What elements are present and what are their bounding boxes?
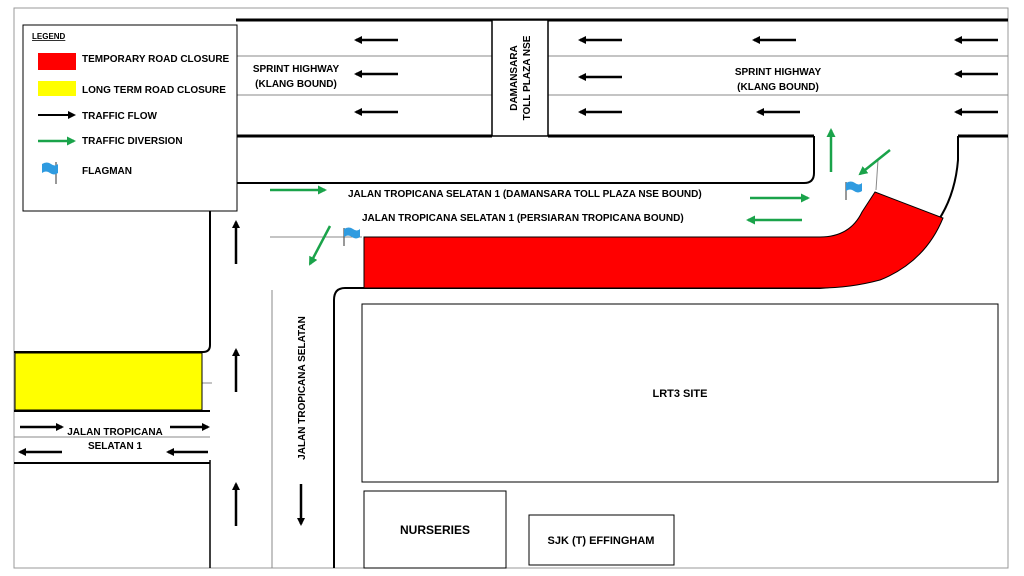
jts1-left-label-1: JALAN TROPICANA xyxy=(67,427,163,438)
red-swatch xyxy=(38,53,76,70)
legend-label-flagman: FLAGMAN xyxy=(82,166,132,177)
sprint-highway-bound-right: (KLANG BOUND) xyxy=(737,82,819,93)
jts1-nse-bound-label: JALAN TROPICANA SELATAN 1 (DAMANSARA TOLL PLAZA NSE BOUND) xyxy=(348,189,702,200)
green-arrow-icon xyxy=(860,150,890,174)
green-arrow-icon xyxy=(310,226,330,264)
yellow-swatch xyxy=(38,81,76,96)
legend-title: LEGEND xyxy=(32,32,66,41)
lrt3-site-label: LRT3 SITE xyxy=(652,388,708,400)
legend-label-temporary: TEMPORARY ROAD CLOSURE xyxy=(82,54,230,65)
jts1-persiaran-bound-label: JALAN TROPICANA SELATAN 1 (PERSIARAN TROPICANA BOUND) xyxy=(362,213,684,224)
toll-plaza-label-1: DAMANSARA xyxy=(509,45,520,111)
jts1-left-label-2: SELATAN 1 xyxy=(87,441,143,452)
jts-vertical-label: JALAN TROPICANA SELATAN xyxy=(297,316,308,460)
toll-plaza-label-2: TOLL PLAZA NSE xyxy=(522,35,533,121)
long-term-closure-area xyxy=(15,353,202,410)
sprint-highway-bound-left: (KLANG BOUND) xyxy=(255,79,337,90)
legend-label-diversion: TRAFFIC DIVERSION xyxy=(82,136,183,147)
sprint-highway-label-left: SPRINT HIGHWAY xyxy=(252,64,340,75)
legend xyxy=(23,25,237,211)
flagman-icon xyxy=(846,182,862,201)
nurseries-label: NURSERIES xyxy=(399,523,471,537)
legend-label-long-term: LONG TERM ROAD CLOSURE xyxy=(82,85,226,96)
legend-label-traffic-flow: TRAFFIC FLOW xyxy=(82,111,157,122)
sprint-highway-label-right: SPRINT HIGHWAY xyxy=(734,67,822,78)
school-label: SJK (T) EFFINGHAM xyxy=(547,535,655,547)
toll-plaza-box xyxy=(492,20,548,136)
temporary-closure-area xyxy=(364,192,943,288)
